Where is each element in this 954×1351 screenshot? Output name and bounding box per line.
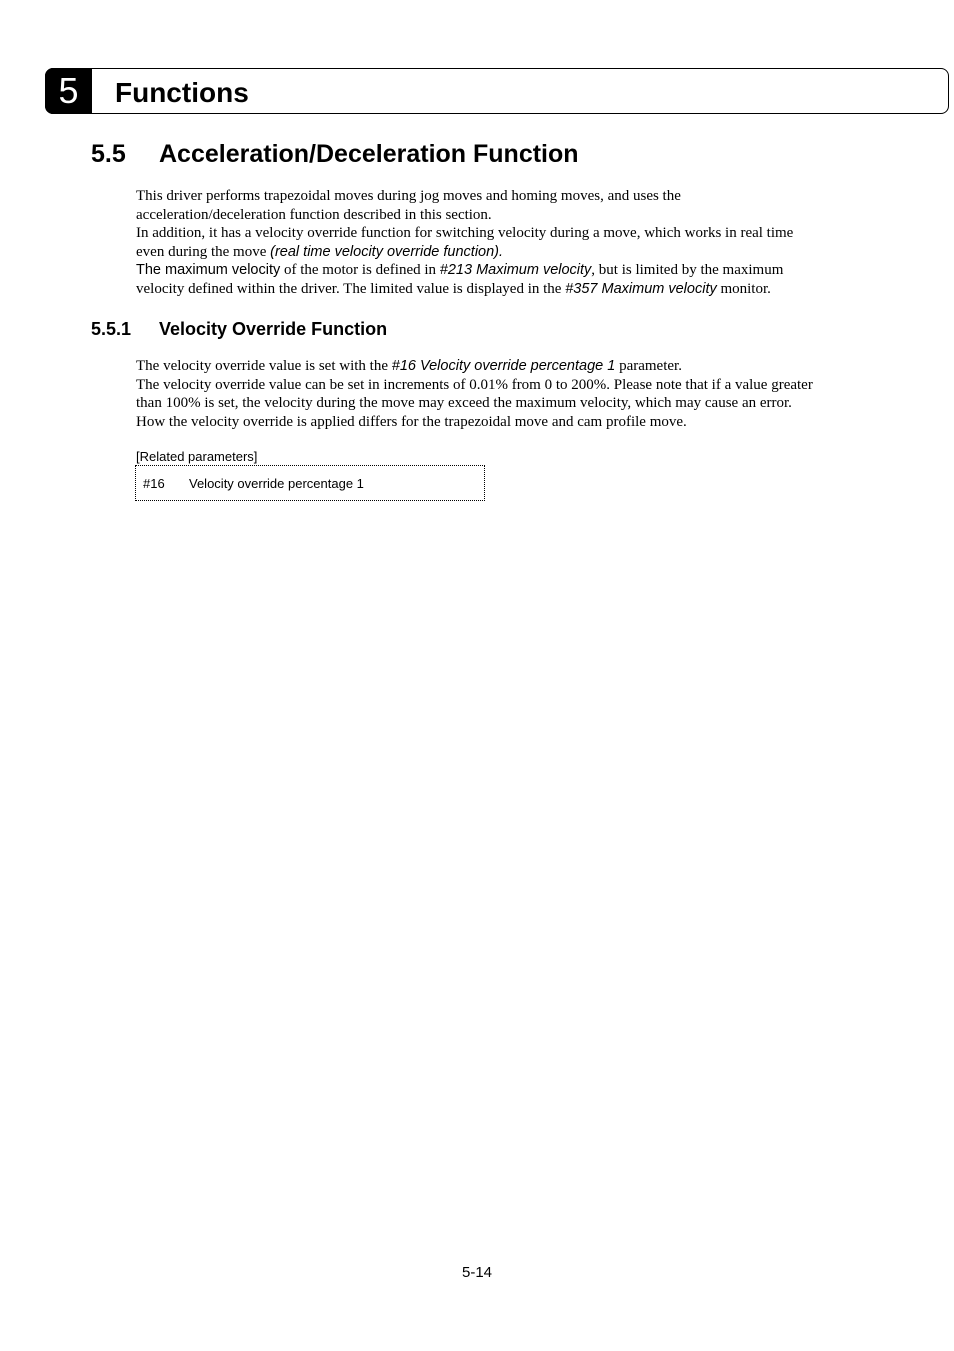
section-heading — [91, 138, 579, 170]
text-run: The velocity override value is set with the — [136, 358, 392, 374]
parameter-name: Velocity override percentage 1 — [189, 476, 364, 491]
text-line: acceleration/deceleration function described in this section. — [136, 206, 492, 223]
related-parameters-label: [Related parameters] — [136, 449, 258, 464]
monitor-reference: #357 Maximum velocity — [565, 280, 717, 297]
subsection-paragraph — [136, 357, 876, 431]
section-number: 5.5 — [91, 140, 126, 168]
page-number: 5-14 — [461, 1264, 493, 1281]
parameter-reference: #16 Velocity override percentage 1 — [391, 358, 616, 374]
text-run: monitor. — [716, 280, 771, 297]
text-line — [136, 357, 876, 376]
text-run: parameter. — [615, 358, 682, 374]
chapter-header — [45, 68, 949, 114]
parameter-number: #16 — [143, 476, 165, 491]
term-text: The maximum velocity — [136, 262, 281, 279]
subsection-heading — [91, 317, 387, 341]
text-line: than 100% is set, the velocity during the move may exceed the maximum velocity, which may cause an error. — [136, 395, 792, 412]
subsection-title: Velocity Override Function — [159, 319, 388, 339]
related-parameters-box — [135, 465, 485, 501]
section-title: Acceleration/Deceleration Function — [159, 140, 579, 168]
text-run: even during the move — [136, 243, 271, 260]
section-intro-paragraph — [136, 187, 876, 299]
text-line — [136, 243, 876, 262]
text-run: , but is limited by the maximum — [591, 262, 784, 279]
parameter-reference: #213 Maximum velocity — [439, 262, 592, 279]
text-line: In addition, it has a velocity override function for switching velocity during a move, which works in real time — [136, 225, 794, 242]
text-run: of the motor is defined in — [280, 262, 440, 279]
text-line: The velocity override value can be set in increments of 0.01% from 0 to 200%. Please note that if a value greater — [136, 376, 813, 393]
text-line — [136, 261, 876, 280]
text-line — [136, 280, 876, 299]
text-run: velocity defined within the driver. The limited value is displayed in the — [136, 280, 566, 297]
text-line: This driver performs trapezoidal moves during jog moves and homing moves, and uses the — [136, 188, 681, 204]
chapter-title: Functions — [115, 77, 249, 108]
text-line: How the velocity override is applied differs for the trapezoidal move and cam profile move. — [136, 413, 687, 430]
emphasis-text: (real time velocity override function). — [270, 243, 504, 260]
chapter-number-badge: 5 — [45, 68, 92, 114]
subsection-number: 5.5.1 — [91, 319, 132, 339]
